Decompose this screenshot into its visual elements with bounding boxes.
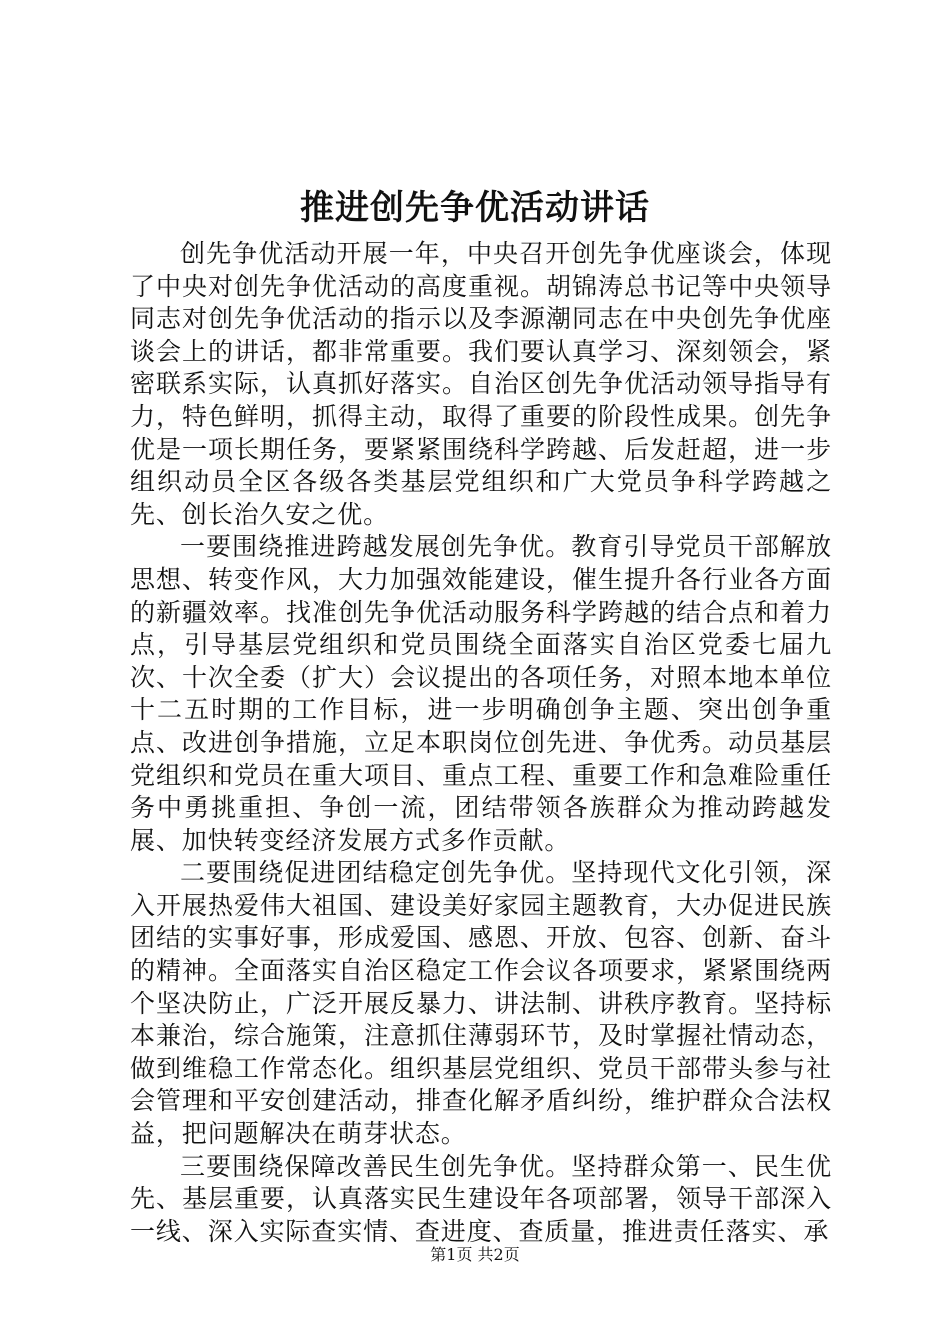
page-number-footer: 第1页 共2页: [430, 1245, 520, 1264]
paragraph-point-one: 一要围绕推进跨越发展创先争优。教育引导党员干部解放思想、转变作风，大力加强效能建设，催生提升各行业各方面的新疆效率。找准创先争优活动服务科学跨越的结合点和着力点，引导基层党组织和党员围绕全面落实自治区党委七届九次、十次全委（扩大）会议提出的各项任务，对照本地本单位十二五时期的工作目标，进一步明确创争主题、突出创争重点、改进创争措施，立足本职岗位创先进、争优秀。动员基层党组织和党员在重大项目、重点工程、重要工作和急难险重任务中勇挑重担、争创一流，团结带领各族群众为推动跨越发展、加快转变经济发展方式多作贡献。: [130, 532, 832, 855]
document-body: [130, 238, 832, 1248]
paragraph-point-three: 三要围绕保障改善民生创先争优。坚持群众第一、民生优先、基层重要，认真落实民生建设年各项部署，领导干部深入一线、深入实际查实情、查进度、查质量，推进责任落实、承: [130, 1151, 832, 1246]
document-title: 推进创先争优活动讲话: [300, 188, 650, 228]
paragraph-point-two: 二要围绕促进团结稳定创先争优。坚持现代文化引领，深入开展热爱伟大祖国、建设美好家园主题教育，大办促进民族团结的实事好事，形成爱国、感恩、开放、包容、创新、奋斗的精神。全面落实自治区稳定工作会议各项要求，紧紧围绕两个坚决防止，广泛开展反暴力、讲法制、讲秩序教育。坚持标本兼治，综合施策，注意抓住薄弱环节，及时掌握社情动态，做到维稳工作常态化。组织基层党组织、党员干部带头参与社会管理和平安创建活动，排查化解矛盾纠纷，维护群众合法权益，把问题解决在萌芽状态。: [130, 858, 832, 1149]
paragraph-intro: 创先争优活动开展一年，中央召开创先争优座谈会，体现了中央对创先争优活动的高度重视。胡锦涛总书记等中央领导同志对创先争优活动的指示以及李源潮同志在中央创先争优座谈会上的讲话，都非常重要。我们要认真学习、深刻领会，紧密联系实际，认真抓好落实。自治区创先争优活动领导指导有力，特色鲜明，抓得主动，取得了重要的阶段性成果。创先争优是一项长期任务，要紧紧围绕科学跨越、后发赶超，进一步组织动员全区各级各类基层党组织和广大党员争科学跨越之先、创长治久安之优。: [130, 239, 832, 529]
